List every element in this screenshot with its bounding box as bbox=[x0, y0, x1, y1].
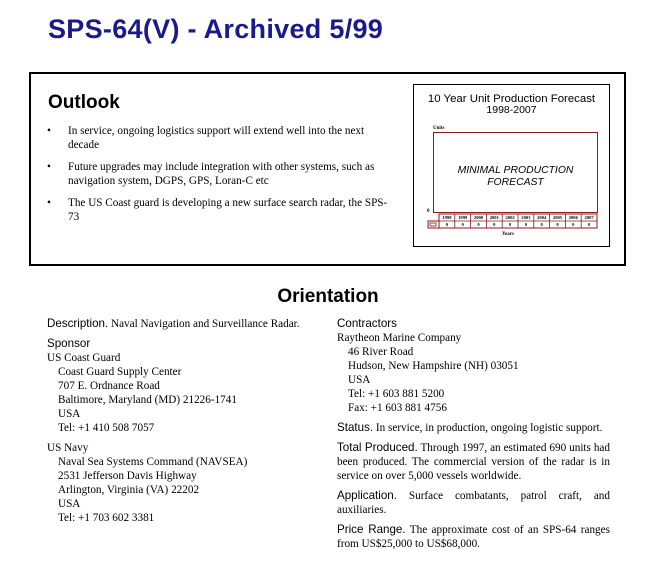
sponsor-org: US Navy bbox=[47, 442, 89, 454]
chart-value-label: 0 bbox=[572, 222, 575, 228]
description-paragraph bbox=[47, 317, 317, 331]
chart-title: 10 Year Unit Production Forecast bbox=[427, 93, 596, 105]
chart-year-label: 1998 bbox=[442, 215, 452, 221]
address-line: Naval Sea Systems Command (NAVSEA) bbox=[58, 456, 248, 468]
outlook-bullet: • Future upgrades may include integration with other systems, such as navigation system, DGPS, GPS, Loran-C etc bbox=[47, 160, 397, 188]
application-label: Application. bbox=[337, 489, 397, 502]
chart-year-label: 2007 bbox=[584, 215, 594, 221]
total-produced-paragraph bbox=[337, 441, 610, 483]
address-line: Arlington, Virginia (VA) 22202 bbox=[58, 484, 200, 496]
page-title: SPS-64(V) - Archived 5/99 bbox=[48, 14, 384, 44]
chart-x-label: Years bbox=[502, 232, 514, 237]
chart-subtitle: 1998-2007 bbox=[486, 104, 537, 116]
application-paragraph bbox=[337, 489, 610, 517]
chart-year-table bbox=[414, 85, 609, 246]
application-text: Surface combatants, patrol craft, and auxiliaries. bbox=[337, 490, 610, 516]
address-line: USA bbox=[58, 498, 81, 510]
chart-year-label: 1999 bbox=[458, 215, 468, 221]
sponsor-org: US Coast Guard bbox=[47, 352, 121, 364]
chart-value-label: 0 bbox=[461, 222, 464, 228]
orientation-heading: Orientation bbox=[277, 286, 379, 307]
chart-value-label: 0 bbox=[445, 222, 449, 228]
outlook-heading: Outlook bbox=[48, 92, 120, 113]
chart-year-label: 2006 bbox=[568, 215, 578, 221]
description-label: Description. bbox=[47, 317, 109, 330]
chart-year-label: 2000 bbox=[473, 215, 484, 221]
orientation-left-column bbox=[47, 317, 317, 525]
chart-value-label: 0 bbox=[477, 222, 480, 228]
forecast-chart bbox=[413, 84, 610, 247]
address-line: 46 River Road bbox=[348, 346, 414, 358]
address-line: USA bbox=[58, 408, 81, 420]
chart-legend-swatch bbox=[430, 223, 436, 226]
chart-year-label: 2002 bbox=[505, 215, 515, 221]
outlook-bullet-list bbox=[47, 124, 397, 232]
address-line: Fax: +1 603 881 4756 bbox=[348, 402, 447, 414]
address-line: USA bbox=[348, 374, 371, 386]
chart-value-label: 0 bbox=[540, 222, 543, 228]
status-text: In service, in production, ongoing logistic support. bbox=[375, 422, 603, 434]
sponsor-address bbox=[47, 455, 317, 525]
sponsor-address bbox=[47, 365, 317, 435]
chart-value-label: 0 bbox=[556, 222, 559, 228]
address-line: Tel: +1 603 881 5200 bbox=[348, 388, 445, 400]
price-range-paragraph bbox=[337, 523, 610, 551]
status-label: Status. bbox=[337, 421, 374, 434]
address-line: Tel: +1 703 602 3381 bbox=[58, 512, 155, 524]
price-range-text: The approximate cost of an SPS-64 ranges from US$25,000 to US$68,000. bbox=[337, 524, 610, 550]
chart-value-label: 0 bbox=[493, 222, 496, 228]
address-line: Coast Guard Supply Center bbox=[58, 366, 182, 378]
orientation-right-column bbox=[337, 317, 610, 551]
outlook-bullet: • The US Coast guard is developing a new surface search radar, the SPS-73 bbox=[47, 196, 397, 224]
address-line: Hudson, New Hampshire (NH) 03051 bbox=[348, 360, 519, 372]
chart-year-label: 2005 bbox=[552, 215, 563, 221]
chart-value-label: 0 bbox=[508, 222, 512, 228]
contractors-label: Contractors bbox=[337, 317, 397, 330]
address-line: Baltimore, Maryland (MD) 21226-1741 bbox=[58, 394, 237, 406]
status-paragraph bbox=[337, 421, 610, 435]
total-produced-text: Through 1997, an estimated 690 units had been produced. The commercial version of the radar is in service on over 5,000 vessels worldwide. bbox=[337, 442, 610, 482]
address-line: 707 E. Ordnance Road bbox=[58, 380, 160, 392]
chart-y-tick: 0 bbox=[427, 209, 430, 214]
chart-year-label: 2004 bbox=[537, 215, 547, 221]
contractor-address bbox=[337, 345, 610, 415]
outlook-bullet: • In service, ongoing logistics support will extend well into the next decade bbox=[47, 124, 397, 152]
chart-year-label: 2001 bbox=[489, 215, 499, 221]
chart-annotation: MINIMAL PRODUCTION FORECAST bbox=[457, 165, 574, 188]
chart-y-label: Units bbox=[433, 126, 445, 131]
address-line: 2531 Jefferson Davis Highway bbox=[58, 470, 197, 482]
description-text: Naval Navigation and Surveillance Radar. bbox=[111, 318, 300, 330]
contractor-org: Raytheon Marine Company bbox=[337, 332, 462, 344]
address-line: Tel: +1 410 508 7057 bbox=[58, 422, 155, 434]
total-produced-label: Total Produced. bbox=[337, 441, 418, 454]
price-range-label: Price Range. bbox=[337, 523, 406, 536]
chart-value-label: 0 bbox=[524, 222, 528, 228]
chart-year-label: 2003 bbox=[521, 215, 531, 221]
sponsor-label: Sponsor bbox=[47, 337, 91, 350]
chart-value-label: 0 bbox=[587, 222, 591, 228]
